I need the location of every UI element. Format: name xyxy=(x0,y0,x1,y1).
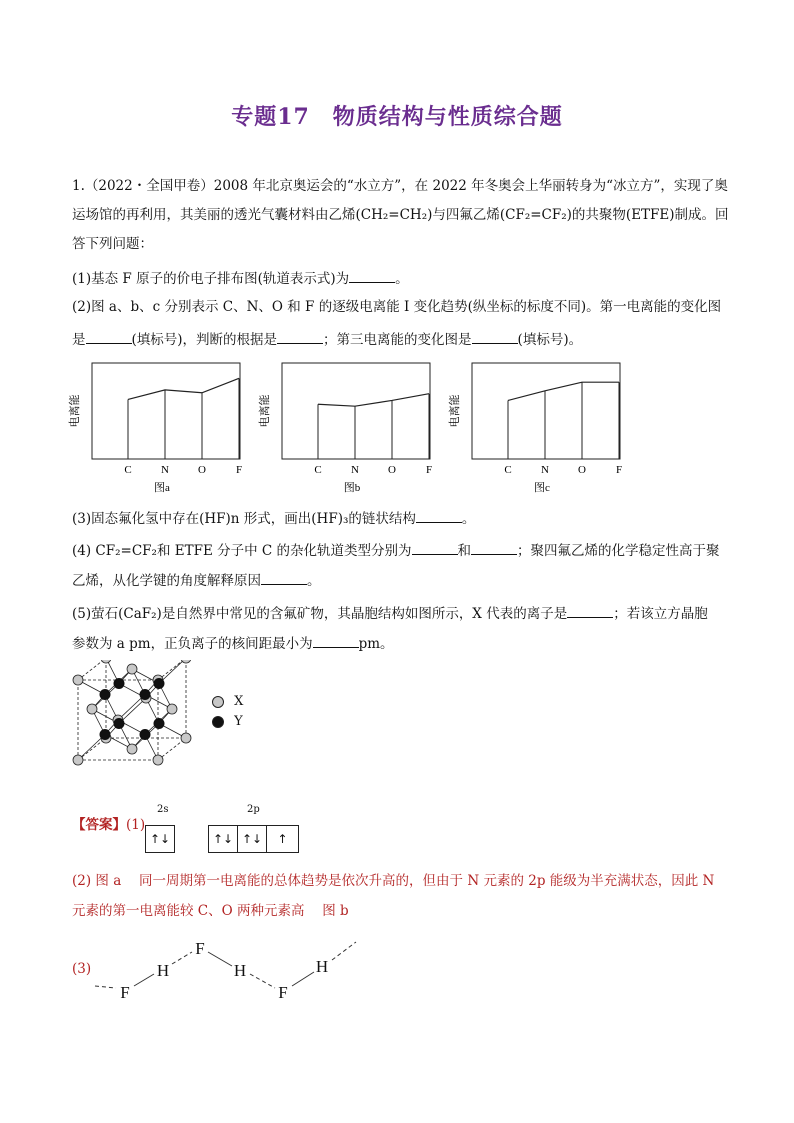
legend-y xyxy=(212,714,243,729)
covalent-bond xyxy=(292,972,314,986)
question-part-2b xyxy=(72,329,582,349)
hf-atom-label: H xyxy=(156,961,170,980)
hydrogen-bond xyxy=(332,942,356,960)
x-ion xyxy=(101,660,111,663)
part-2b-text-3: ；第三电离能的变化图是 xyxy=(323,332,472,348)
answer-blank[interactable] xyxy=(261,570,307,585)
chart-ylabel: 电离能 xyxy=(259,394,271,428)
question-line-3: 答下列问题： xyxy=(72,236,153,252)
hydrogen-bond xyxy=(95,986,116,988)
part-4a-text-3: ；聚四氟乙烯的化学稳定性高于聚 xyxy=(517,543,720,559)
legend-y-label: Y xyxy=(234,714,243,729)
question-part-4a xyxy=(72,540,720,560)
x-ion xyxy=(73,755,83,765)
chart-caption: 图c xyxy=(534,482,550,494)
question-part-4b xyxy=(72,570,321,590)
orbital-2s-label: 2s xyxy=(157,804,169,815)
orbital-2s-box: ↑↓ xyxy=(145,825,175,853)
part-4a-text-2: 和 xyxy=(457,543,472,559)
answer-blank[interactable] xyxy=(471,540,517,555)
legend-y-dot xyxy=(212,716,224,728)
legend-x-label: X xyxy=(234,694,244,709)
part-2b-text-2: (填标号)，判断的根据是 xyxy=(131,332,278,348)
part-2b-text-4: (填标号)。 xyxy=(517,332,583,348)
question-part-2a: (2)图 a、b、c 分别表示 C、N、O 和 F 的逐级电离能 I 变化趋势(纵坐标的标度不同)。第一电离能的变化图 xyxy=(72,299,722,315)
question-part-5a xyxy=(72,603,708,623)
answer-blank[interactable] xyxy=(313,633,359,648)
chart-series-line xyxy=(318,394,429,406)
part-5a-text-2: ；若该立方晶胞 xyxy=(613,606,708,622)
y-ion xyxy=(114,719,124,729)
chart-series-line xyxy=(508,382,619,400)
answer-blank[interactable] xyxy=(349,268,395,283)
orbital-2p-box-1: ↑↓ xyxy=(208,825,238,853)
y-ion xyxy=(140,730,150,740)
orbital-2p-box-2: ↑↓ xyxy=(237,825,267,853)
question-part-3 xyxy=(72,508,475,528)
ionization-energy-charts xyxy=(60,355,640,500)
orbital-2p-box-3: ↑ xyxy=(266,825,299,853)
part-2b-text-1: 是 xyxy=(72,332,86,348)
part-5b-text-1: 参数为 a pm，正负离子的核间距最小为 xyxy=(72,636,313,652)
x-ion xyxy=(73,675,83,685)
chart-series-line xyxy=(128,378,239,399)
x-ion xyxy=(153,755,163,765)
chart-tick-label: O xyxy=(198,464,206,476)
chart-tick-label: F xyxy=(615,464,623,476)
page-title: 专题17 物质结构与性质综合题 xyxy=(231,104,563,130)
answer-blank[interactable] xyxy=(277,329,323,344)
chart-ylabel: 电离能 xyxy=(449,394,461,428)
chart-tick-label: C xyxy=(314,464,322,476)
part-1-text: (1)基态 F 原子的价电子排布图(轨道表示式)为 xyxy=(72,271,350,287)
part-3-end: 。 xyxy=(461,511,476,527)
chart-caption: 图a xyxy=(154,482,170,494)
chart-tick-label: N xyxy=(541,464,549,476)
answer-part-3-label: (3) xyxy=(72,961,92,977)
answer-section xyxy=(72,816,145,834)
y-ion xyxy=(100,730,110,740)
part-3-text: (3)固态氟化氢中存在(HF)n 形式，画出(HF)₃的链状结构 xyxy=(72,511,416,527)
question-line-2: 运场馆的再利用，其美丽的透光气囊材料由乙烯(CH₂=CH₂)与四氟乙烯(CF₂=CF₂)的共聚物(ETFE)制成。回 xyxy=(72,207,729,223)
hf-atom-label: H xyxy=(315,957,329,976)
x-ion xyxy=(167,704,177,714)
answer-part-1-label: (1) xyxy=(126,817,146,833)
x-ion xyxy=(127,744,137,754)
hf-trimer-chain-structure xyxy=(90,930,370,1010)
chart-tick-label: O xyxy=(578,464,586,476)
chart-tick-label: C xyxy=(504,464,512,476)
chart-frame xyxy=(282,363,430,459)
question-part-1 xyxy=(72,268,409,288)
part-5b-text-2: pm。 xyxy=(358,636,394,652)
part-4b-text-1: 乙烯，从化学键的角度解释原因 xyxy=(72,573,261,589)
x-ion xyxy=(181,660,191,663)
hydrogen-bond xyxy=(172,952,192,964)
x-ion xyxy=(181,733,191,743)
x-ion xyxy=(127,664,137,674)
legend-x xyxy=(212,694,243,709)
part-4b-text-2: 。 xyxy=(307,573,321,589)
answer-part-2-line-1: (2) 图 a 同一周期第一电离能的总体趋势是依次升高的，但由于 N 元素的 2p 能级为半充满状态，因此 N xyxy=(72,873,715,889)
answer-part-2-line-2: 元素的第一电离能较 C、O 两种元素高 图 b xyxy=(72,903,349,919)
chart-caption: 图b xyxy=(343,482,361,494)
question-line-1: 1.（2022・全国甲卷）2008 年北京奥运会的“水立方”，在 2022 年冬奥会上华丽转身为“冰立方”，实现了奥 xyxy=(72,178,728,194)
hf-atom-label: H xyxy=(233,961,247,980)
chart-ylabel: 电离能 xyxy=(69,394,81,428)
answer-tag: 【答案】 xyxy=(72,817,126,833)
x-ion xyxy=(87,704,97,714)
chart-tick-label: F xyxy=(425,464,433,476)
hf-atom-label: F xyxy=(278,983,288,1002)
orbital-2p-label: 2p xyxy=(247,804,260,815)
legend-x-dot xyxy=(212,696,224,708)
answer-blank[interactable] xyxy=(472,329,518,344)
covalent-bond xyxy=(208,952,232,966)
chart-frame xyxy=(472,363,620,459)
part-1-end: 。 xyxy=(395,271,409,287)
answer-blank[interactable] xyxy=(567,603,613,618)
hydrogen-bond xyxy=(250,974,275,988)
answer-blank[interactable] xyxy=(86,329,132,344)
chart-tick-label: C xyxy=(124,464,132,476)
answer-blank[interactable] xyxy=(412,540,458,555)
hf-atom-label: F xyxy=(195,939,205,958)
covalent-bond xyxy=(134,974,154,986)
chart-tick-label: N xyxy=(351,464,359,476)
y-ion xyxy=(140,690,150,700)
chart-tick-label: F xyxy=(235,464,243,476)
question-part-5b xyxy=(72,633,394,653)
chart-tick-label: N xyxy=(161,464,169,476)
chart-frame xyxy=(92,363,240,459)
answer-blank[interactable] xyxy=(416,508,462,523)
y-ion xyxy=(100,690,110,700)
part-5a-text-1: (5)萤石(CaF₂)是自然界中常见的含氟矿物，其晶胞结构如图所示，X 代表的离子是 xyxy=(72,606,568,622)
chart-tick-label: O xyxy=(388,464,396,476)
fluorite-unit-cell-diagram xyxy=(66,660,196,780)
hf-atom-label: F xyxy=(120,983,130,1002)
y-ion xyxy=(154,679,164,689)
y-ion xyxy=(154,719,164,729)
y-ion xyxy=(114,679,124,689)
part-4a-text-1: (4) CF₂=CF₂和 ETFE 分子中 C 的杂化轨道类型分别为 xyxy=(72,543,412,559)
